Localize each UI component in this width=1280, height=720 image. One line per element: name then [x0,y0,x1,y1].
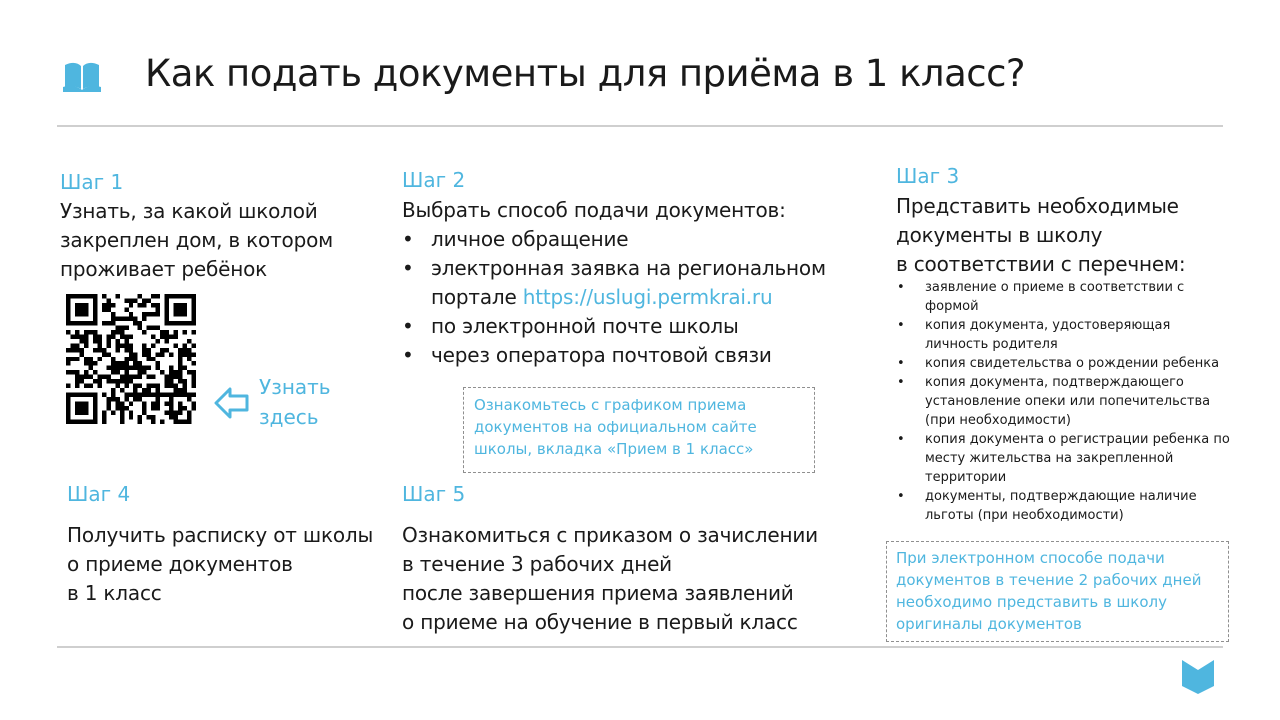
step3-line: в соответствии с перечнем: [896,252,1186,276]
learn-here-link[interactable] [259,372,331,432]
step4-heading: Шаг 4 [67,482,131,506]
learn-here-line: здесь [259,405,319,429]
page-title: Как подать документы для приёма в 1 класс? [145,52,1026,95]
step5-line: о приеме на обучение в первый класс [402,610,798,634]
learn-here-line: Узнать [259,375,331,399]
top-divider [57,125,1223,127]
step1-text [60,197,333,284]
list-item [896,354,1230,373]
step1-line: закреплен дом, в котором [60,228,334,252]
list-item-text: льготы (при необходимости) [925,508,1124,523]
step1-heading: Шаг 1 [60,170,124,194]
bottom-divider [57,646,1223,648]
originals-note [886,541,1229,642]
list-item [896,373,1230,430]
note-line: школы, вкладка «Прием в 1 класс» [474,440,754,458]
list-item [402,225,826,254]
step5-line: после завершения приема заявлений [402,581,794,605]
submission-methods-list [402,225,826,370]
step3-line: документы в школу [896,223,1103,247]
list-item [402,312,826,341]
list-item-text: формой [925,299,979,314]
step2-heading: Шаг 2 [402,168,466,192]
step5-text [402,521,818,637]
step5-heading: Шаг 5 [402,482,466,506]
list-item-text: (при необходимости) [925,413,1071,428]
qr-code-icon[interactable] [66,294,196,424]
step3-text [896,192,1185,279]
step5-line: Ознакомиться с приказом о зачислении [402,523,818,547]
step3-line: Представить необходимые [896,194,1179,218]
list-item-text: • заявление о приеме в соответствии с [925,280,1185,295]
bookmark-logo-icon [1182,660,1214,694]
list-item [402,341,826,370]
list-item-text: • документы, подтверждающие наличие [925,489,1197,504]
list-item-text: установление опеки или попечительства [925,394,1211,409]
list-item [896,316,1230,354]
note-line: оригиналы документов [896,615,1082,633]
list-item-text: • копия документа, подтверждающего [925,375,1184,390]
note-line: документов в течение 2 рабочих дней [896,571,1202,589]
portal-link[interactable]: https://uslugi.permkrai.ru [522,285,773,309]
list-item-text: через оператора почтовой связи [431,343,772,367]
step1-line: проживает ребёнок [60,257,268,281]
step1-line: Узнать, за какой школой [60,199,318,223]
list-item-text: по электронной почте школы [431,314,739,338]
step4-line: в 1 класс [67,581,162,605]
note-line: Ознакомьтесь с графиком приема [474,396,747,414]
list-item-text: • электронная заявка на региональном [431,256,826,280]
list-item [896,278,1230,316]
schedule-note [463,387,815,473]
step4-text [67,521,373,608]
step2-intro: Выбрать способ подачи документов: [402,198,786,222]
list-item-text: • копия свидетельства о рождении ребенка [925,356,1220,371]
note-line: При электронном способе подачи [896,549,1165,567]
note-line: необходимо представить в школу [896,593,1167,611]
step4-line: о приеме документов [67,552,293,576]
list-item-text: территории [925,470,1007,485]
step4-line: Получить расписку от школы [67,523,374,547]
list-item [896,487,1230,525]
step5-line: в течение 3 рабочих дней [402,552,672,576]
list-item-text: портале [431,285,523,309]
arrow-left-icon [214,386,250,420]
list-item-text: месту жительства на закрепленной [925,451,1174,466]
list-item-text: личное обращение [431,227,629,251]
note-line: документов на официальном сайте [474,418,757,436]
list-item [896,430,1230,487]
documents-list [896,278,1230,525]
list-item-text: личность родителя [925,337,1058,352]
book-icon [63,60,101,92]
list-item-text: • копия документа о регистрации ребенка по [925,432,1230,447]
list-item [402,254,826,312]
step3-heading: Шаг 3 [896,164,960,188]
list-item-text: • копия документа, удостоверяющая [925,318,1171,333]
